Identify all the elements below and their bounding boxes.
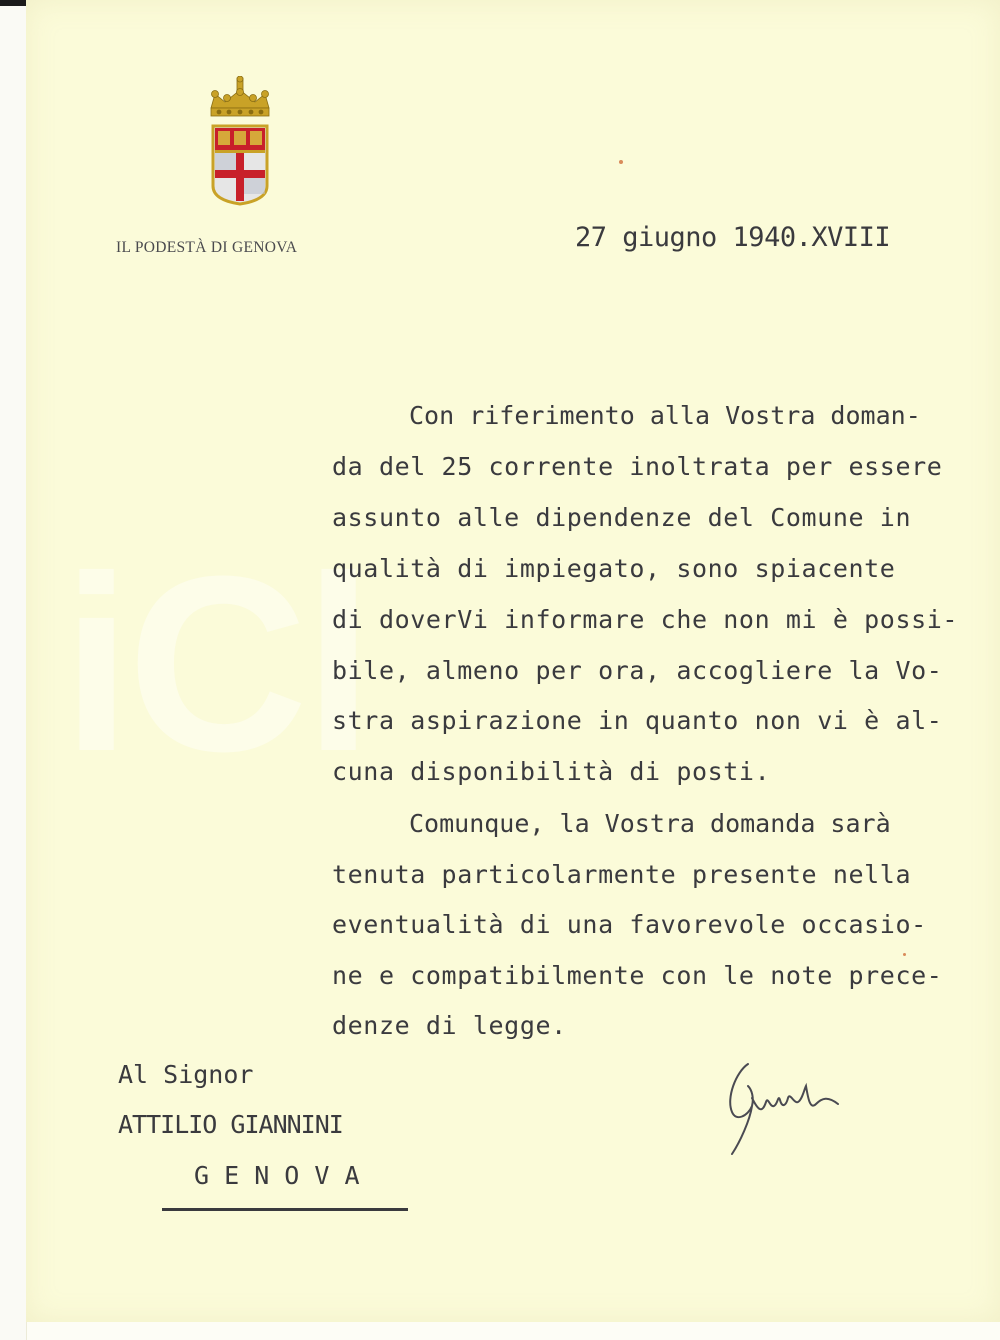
- body-line: denze di legge.: [332, 1011, 567, 1040]
- body-line: eventualità di una favorevole occasio-: [332, 910, 927, 939]
- genoa-coat-of-arms-icon: [205, 76, 275, 206]
- body-line: tenuta particolarmente presente nella: [332, 860, 912, 889]
- body-line: di doverVi informare che non mi è possi-: [332, 605, 959, 634]
- body-line: cuna disponibilità di posti.: [332, 757, 771, 786]
- handwritten-signature-icon: [718, 1050, 858, 1160]
- recipient-city: G E N O V A: [194, 1161, 360, 1190]
- page-edge: [0, 0, 27, 1340]
- body-line: Con riferimento alla Vostra doman-: [409, 401, 921, 430]
- body-line: qualità di impiegato, sono spiacente: [332, 554, 896, 583]
- body-line: assunto alle dipendenze del Comune in: [332, 503, 912, 532]
- body-line: bile, almeno per ora, accogliere la Vo-: [332, 656, 943, 685]
- recipient-name: ATTILIO GIANNINI: [118, 1110, 343, 1139]
- recipient-salutation: Al Signor: [118, 1060, 254, 1089]
- body-line: Comunque, la Vostra domanda sarà: [409, 809, 891, 838]
- watermark: iCl: [62, 524, 370, 803]
- letterhead-title: IL PODESTÀ DI GENOVA: [116, 239, 298, 256]
- letter-date: 27 giugno 1940.XVIII: [575, 222, 891, 253]
- body-line: ne e compatibilmente con le note prece-: [332, 961, 943, 990]
- body-line: da del 25 corrente inoltrata per essere: [332, 452, 943, 481]
- paper-speck: [619, 160, 623, 164]
- body-line: stra aspirazione in quanto non vi è al-: [332, 706, 943, 735]
- paper-speck: [903, 953, 906, 956]
- address-underline: [162, 1208, 408, 1211]
